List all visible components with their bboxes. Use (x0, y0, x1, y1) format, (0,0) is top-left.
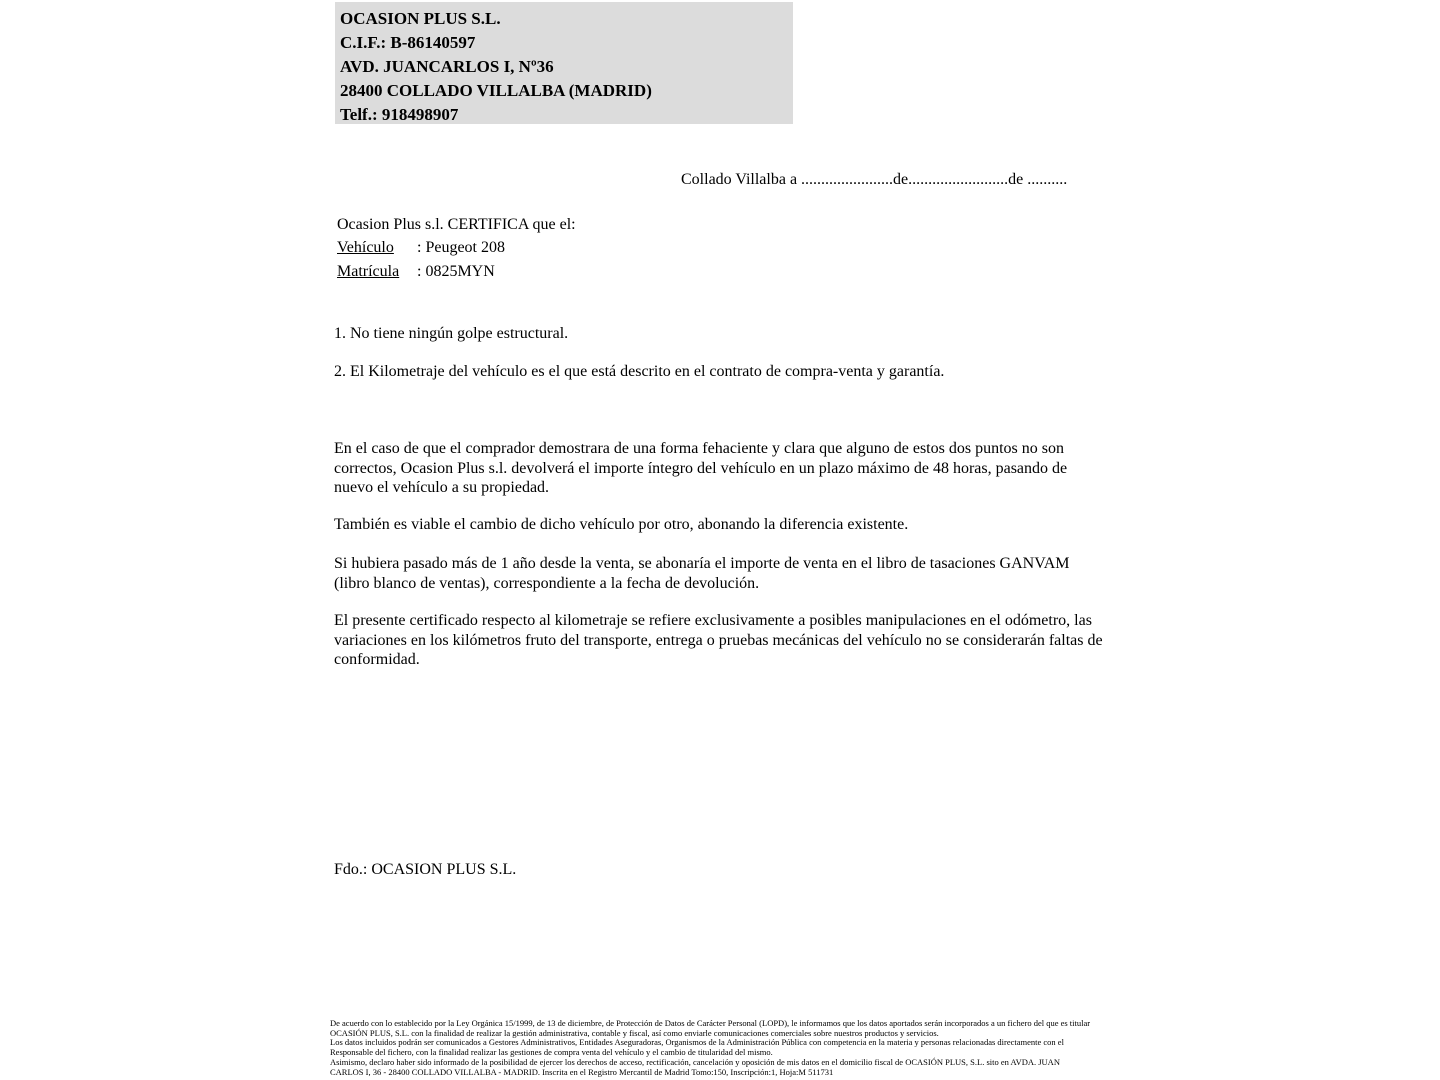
plate-label: Matrícula (337, 263, 400, 280)
legal-footer-line-1: De acuerdo con lo establecido por la Ley Orgánica 15/1999, de 13 de diciembre, de Protección de Datos de Carácter Personal (LOPD), le informamos que los datos aportados serán incorporados a un fichero del que es titular (330, 1018, 1091, 1028)
plate-value: : 0825MYN (417, 263, 495, 280)
certificate-point-2: 2. El Kilometraje del vehículo es el que está descrito en el contrato de compra-venta y garantía. (334, 363, 945, 380)
company-address: AVD. JUANCARLOS I, Nº36 (340, 57, 554, 76)
legal-footer-line-6: CARLOS I, 36 - 28400 COLLADO VILLALBA - MADRID. Inscrita en el Registro Mercantil de Madrid Tomo:150, Inscripción:1, Hoja:M 511731 (330, 1066, 834, 1077)
certificate-point-1: 1. No tiene ningún golpe estructural. (334, 325, 569, 342)
company-name: OCASION PLUS S.L. (340, 9, 501, 28)
paragraph-exchange-option: También es viable el cambio de dicho vehículo por otro, abonando la diferencia existente. (334, 516, 909, 533)
vehicle-row (337, 239, 505, 257)
company-city: 28400 COLLADO VILLALBA (MADRID) (340, 81, 652, 100)
legal-footer-line-2: OCASIÓN PLUS, S.L. con la finalidad de realizar la gestión administrativa, contable y fiscal, así como enviarle comunicaciones comerciales sobre nuestros productos y servicios. (330, 1027, 939, 1038)
paragraph-odometer-disclaimer: El presente certificado respecto al kilometraje se refiere exclusivamente a posibles manipulaciones en el odómetro, las variaciones en los kilómetros fruto del transporte, entrega o pruebas mecánicas del vehículo no se considerarán faltas de conformidad. (334, 612, 1103, 668)
company-cif: C.I.F.: B-86140597 (340, 33, 476, 52)
plate-row (337, 263, 495, 281)
signature-line: Fdo.: OCASION PLUS S.L. (334, 861, 517, 878)
paragraph-ganvam-valuation: Si hubiera pasado más de 1 año desde la venta, se abonaría el importe de venta en el libro de tasaciones GANVAM (libro blanco de ventas), correspondiente a la fecha de devolución. (334, 555, 1070, 592)
vehicle-label: Vehículo (337, 239, 394, 256)
legal-footer-line-5: Asimismo, declaro haber sido informado de la posibilidad de ejercer los derechos de acceso, rectificación, cancelación y oposición de mis datos en el domicilio fiscal de OCASIÓN PLUS, S.L. sito en AVDA. JUAN (330, 1056, 1060, 1067)
legal-footer (330, 1019, 1120, 1077)
company-phone: Telf.: 918498907 (340, 105, 459, 124)
paragraph-refund-condition: En el caso de que el comprador demostrara de una forma fehaciente y clara que alguno de estos dos puntos no son correctos, Ocasion Plus s.l. devolverá el importe íntegro del vehículo en un plazo máximo de 48 horas, pasando de nuevo el vehículo a su propiedad. (334, 440, 1068, 496)
certification-intro: Ocasion Plus s.l. CERTIFICA que el: (337, 216, 576, 233)
vehicle-value: : Peugeot 208 (417, 239, 505, 256)
legal-footer-line-4: Responsable del fichero, con la finalidad realizar las gestiones de compra venta del vehículo y el cambio de titularidad del mismo. (330, 1047, 773, 1058)
date-fill-in-line: Collado Villalba a .......................de.........................de .......... (681, 171, 1068, 188)
company-header-box (335, 2, 793, 124)
legal-footer-line-3: Los datos incluidos podrán ser comunicados a Gestores Administrativos, Entidades Aseguradoras, Organismos de la Administración Pública con competencia en la materia y personas relacionadas directamente con el (330, 1037, 1064, 1048)
